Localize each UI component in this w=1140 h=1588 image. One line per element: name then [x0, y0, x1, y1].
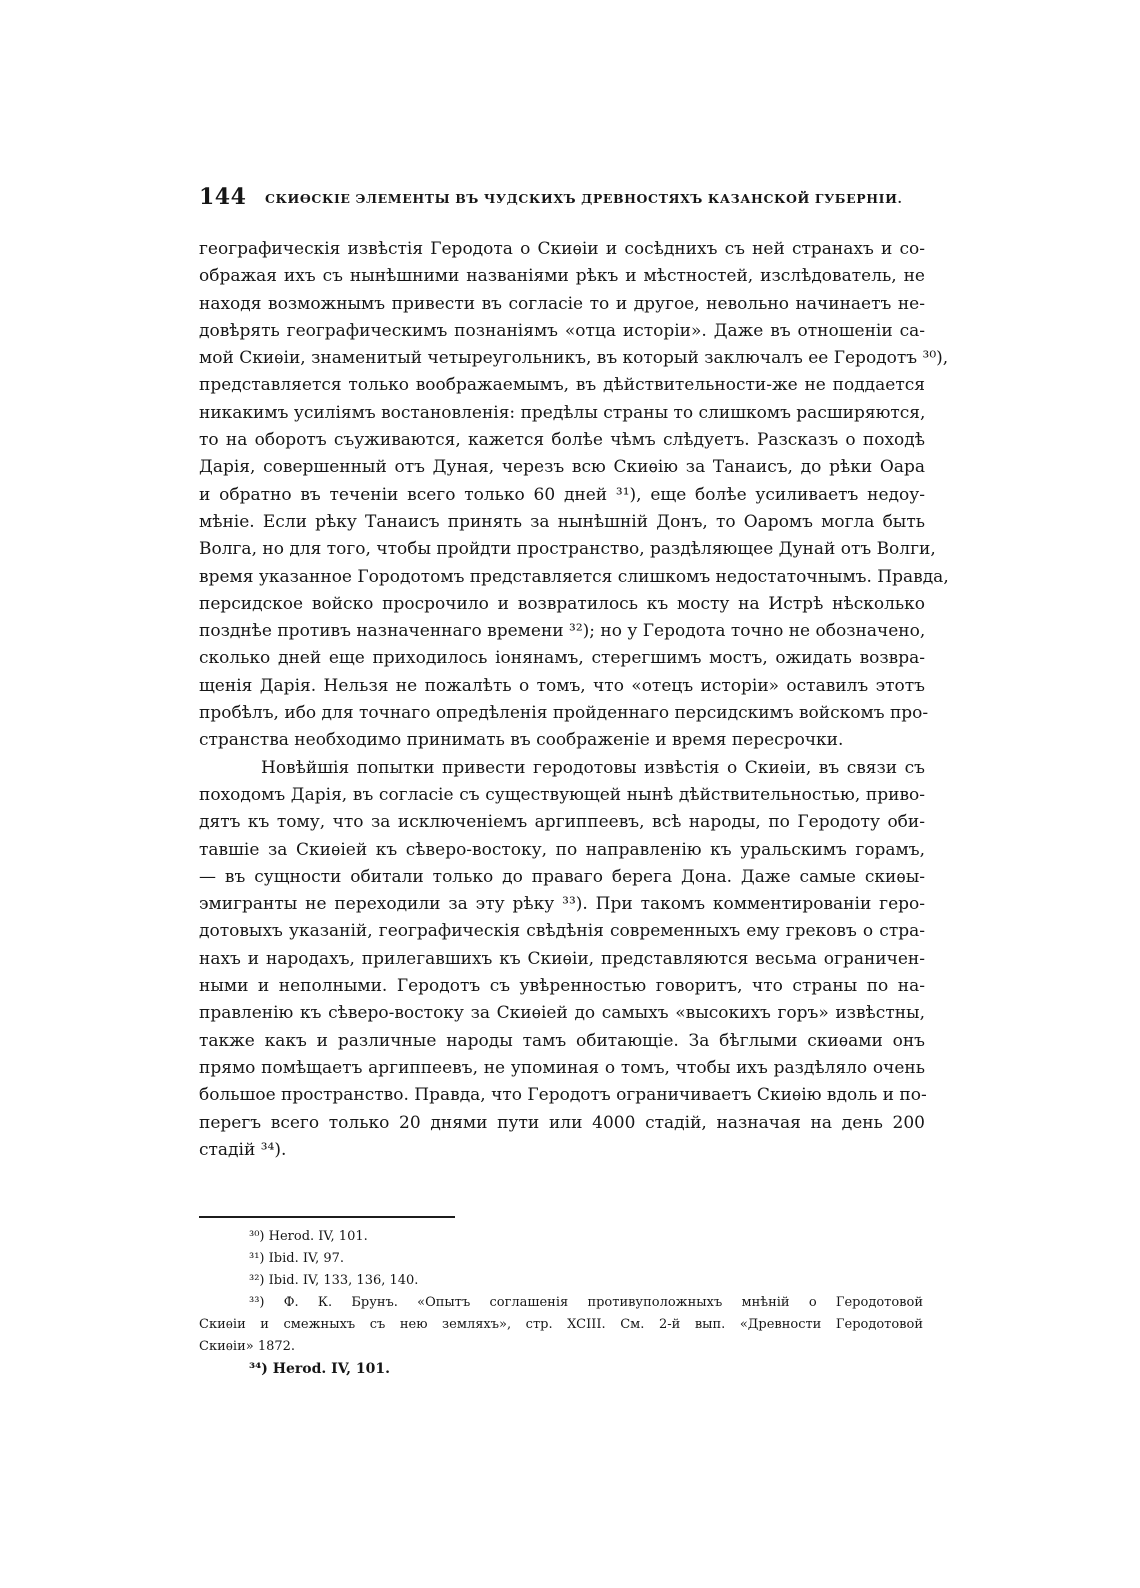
text-line: и обратно въ теченіи всего только 60 дней ³¹), еще болѣе усиливаетъ недоу-	[199, 484, 925, 505]
text-line: ображая ихъ съ нынѣшними названіями рѣкъ и мѣстностей, изслѣдователь, не	[199, 266, 925, 287]
footnote-divider	[199, 1216, 455, 1218]
text-line: пробѣлъ, ибо для точнаго опредѣленія пройденнаго персидскимъ войскомъ про-	[199, 703, 929, 724]
text-line: стадій ³⁴).	[199, 1139, 287, 1160]
text-line: ными и неполными. Геродотъ съ увѣренностью говоритъ, что страны по на-	[199, 976, 925, 997]
page-header	[199, 184, 939, 220]
text-line: позднѣе противъ назначеннаго времени ³²); но у Геродота точно не обозначено,	[199, 621, 926, 642]
text-line: походомъ Дарія, въ согласіе съ существующей нынѣ дѣйствительностью, приво-	[199, 784, 925, 805]
text-line: мѣніе. Если рѣку Танаисъ принять за нынѣшній Донъ, то Оаромъ могла быть	[199, 511, 925, 532]
text-line: правленію къ сѣверо-востоку за Скиѳіей до самыхъ «высокихъ горъ» извѣстны,	[199, 1003, 925, 1024]
text-line: то на оборотъ съуживаются, кажется болѣе чѣмъ слѣдуетъ. Разсказъ о походѣ	[199, 430, 925, 451]
text-line: эмигранты не переходили за эту рѣку ³³). При такомъ комментированіи геро-	[199, 894, 925, 915]
text-line: странства необходимо принимать въ соображеніе и время пересрочки.	[199, 730, 844, 751]
text-line: представляется только воображаемымъ, въ дѣйствительности-же не поддается	[199, 375, 925, 396]
text-line: — въ сущности обитали только до праваго берега Дона. Даже самые скиѳы-	[199, 866, 925, 887]
text-line: сколько дней еще приходилось іонянамъ, стерегшимъ мостъ, ожидать возвра-	[199, 648, 925, 669]
page-number: 144	[199, 184, 247, 210]
text-line: время указанное Городотомъ представляется слишкомъ недостаточнымъ. Правда,	[199, 566, 949, 587]
text-line: тавшіе за Скиѳіей къ сѣверо-востоку, по направленію къ уральскимъ горамъ,	[199, 839, 925, 860]
text-line: мой Скиѳіи, знаменитый четыреугольникъ, въ который заключалъ ее Геродотъ ³⁰),	[199, 348, 949, 369]
text-line: Волга, но для того, чтобы пройдти пространство, раздѣляющее Дунай отъ Волги,	[199, 539, 936, 560]
text-line: дотовыхъ указаній, географическія свѣдѣнія современныхъ ему грековъ о стра-	[199, 921, 925, 942]
text-line: прямо помѣщаетъ аргиппеевъ, не упоминая о томъ, чтобы ихъ раздѣляло очень	[199, 1057, 925, 1078]
text-line: Дарія, совершенный отъ Дуная, черезъ всю Скиѳію за Танаисъ, до рѣки Оара	[199, 457, 925, 478]
text-line: дятъ къ тому, что за исключеніемъ аргиппеевъ, всѣ народы, по Геродоту оби-	[199, 812, 925, 833]
text-line: перегъ всего только 20 днями пути или 4000 стадій, назначая на день 200	[199, 1112, 925, 1133]
footnote-34: ³⁴) Herod. IV, 101.	[249, 1361, 390, 1377]
text-line: щенія Дарія. Нельзя не пожалѣть о томъ, что «отецъ исторіи» оставилъ этотъ	[199, 675, 925, 696]
footnote-32: ³²) Ibid. IV, 133, 136, 140.	[249, 1273, 419, 1288]
footnote-33-continued: Скиѳіи и смежныхъ съ нею земляхъ», стр. XCIII. См. 2-й вып. «Древности Геродотовой	[199, 1317, 923, 1332]
text-line: географическія извѣстія Геродота о Скиѳіи и сосѣднихъ съ ней странахъ и со-	[199, 239, 925, 259]
footnotes	[199, 1226, 923, 1380]
text-line: большое пространство. Правда, что Геродотъ ограничиваетъ Скиѳію вдоль и по-	[199, 1085, 927, 1106]
text-line: никакимъ усиліямъ востановленія: предѣлы страны то слишкомъ расширяются,	[199, 402, 926, 423]
footnote-33: ³³) Ф. К. Брунъ. «Опытъ соглашенія противуположныхъ мнѣній о Геродотовой	[249, 1295, 923, 1310]
text-line: находя возможнымъ привести въ согласіе то и другое, невольно начинаетъ не-	[199, 293, 925, 314]
footnote-30: ³⁰) Herod. IV, 101.	[249, 1229, 368, 1244]
text-line-paragraph-start: Новѣйшія попытки привести геродотовы извѣстія о Скиѳіи, въ связи съ	[261, 757, 925, 778]
text-line: нахъ и народахъ, прилегавшихъ къ Скиѳіи, представляются весьма ограничен-	[199, 948, 925, 969]
running-title: СКИѲСКІЕ ЭЛЕМЕНТЫ ВЪ ЧУДСКИХЪ ДРЕВНОСТЯХЪ КАЗАНСКОЙ ГУБЕРНІИ.	[265, 191, 903, 206]
text-line: персидское войско просрочило и возвратилось къ мосту на Истрѣ нѣсколько	[199, 593, 925, 614]
body-text	[199, 236, 949, 1164]
footnote-31: ³¹) Ibid. IV, 97.	[249, 1251, 345, 1266]
footnote-33-end: Скиѳіи» 1872.	[199, 1339, 296, 1354]
text-line: также какъ и различные народы тамъ обитающіе. За бѣглыми скиѳами онъ	[199, 1030, 925, 1051]
text-line: довѣрять географическимъ познаніямъ «отца исторіи». Даже въ отношеніи са-	[199, 320, 925, 341]
